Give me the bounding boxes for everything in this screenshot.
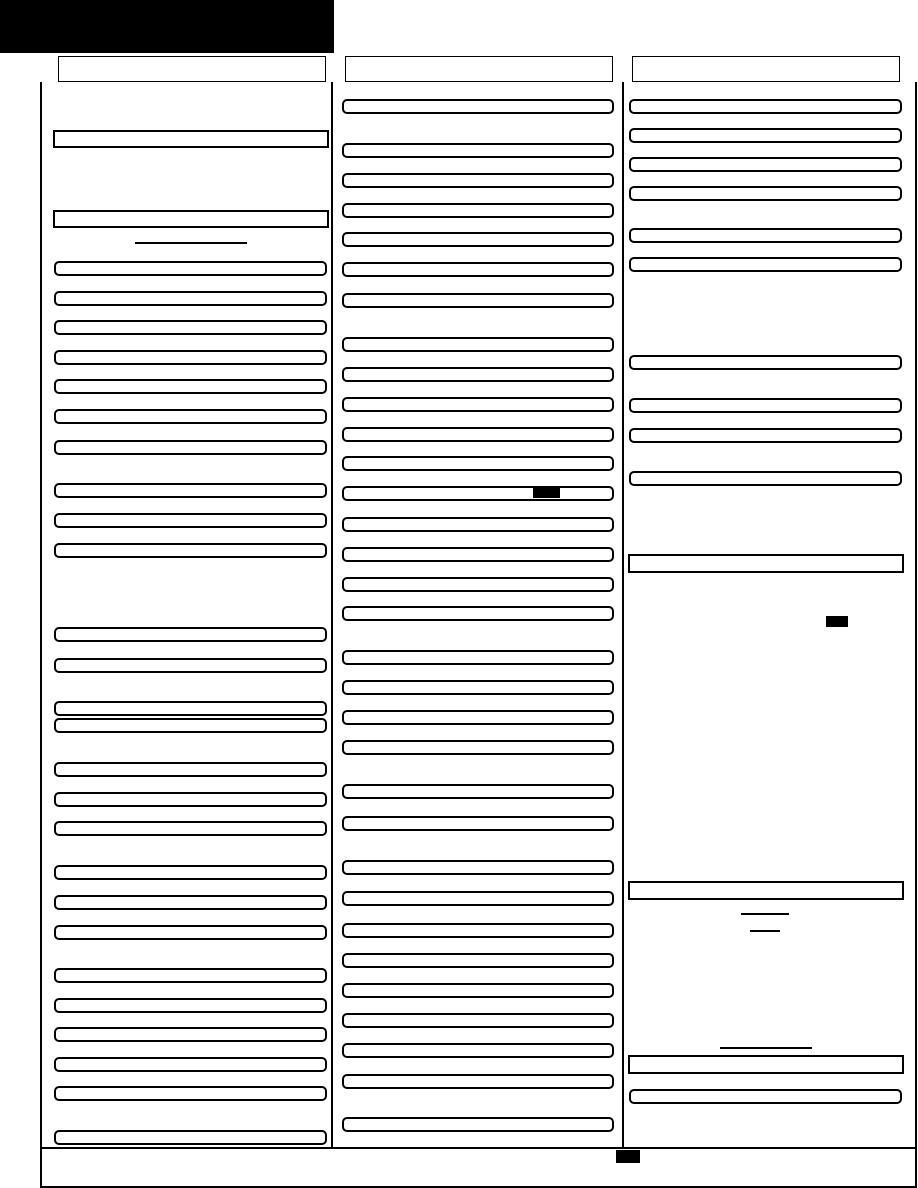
- form-field[interactable]: [342, 232, 614, 247]
- form-field[interactable]: [342, 891, 614, 906]
- section-bar: [53, 210, 329, 228]
- redaction-block: [616, 1150, 640, 1163]
- form-field[interactable]: [629, 1089, 902, 1104]
- form-field[interactable]: [54, 821, 327, 836]
- section-underline: [135, 242, 247, 244]
- form-field[interactable]: [342, 577, 614, 592]
- form-field[interactable]: [629, 355, 902, 370]
- form-field[interactable]: [342, 173, 614, 188]
- form-field[interactable]: [342, 710, 614, 725]
- form-field[interactable]: [629, 257, 902, 272]
- form-field[interactable]: [342, 203, 614, 218]
- form-field[interactable]: [342, 293, 614, 308]
- form-field[interactable]: [54, 320, 327, 335]
- form-field[interactable]: [54, 261, 327, 276]
- column-divider-2: [622, 82, 624, 1148]
- redaction-block: [533, 486, 560, 498]
- form-field[interactable]: [629, 471, 902, 486]
- section-underline: [750, 930, 780, 932]
- form-field[interactable]: [342, 1074, 614, 1089]
- form-field[interactable]: [54, 291, 327, 306]
- form-field[interactable]: [342, 606, 614, 621]
- form-field[interactable]: [54, 379, 327, 394]
- form-field[interactable]: [54, 1086, 327, 1101]
- form-field[interactable]: [54, 865, 327, 880]
- form-field[interactable]: [342, 547, 614, 562]
- column-divider-right: [915, 82, 917, 1148]
- form-field[interactable]: [342, 517, 614, 532]
- column-3-header: [632, 56, 900, 82]
- form-field[interactable]: [342, 784, 614, 799]
- form-field[interactable]: [342, 860, 614, 875]
- form-field[interactable]: [54, 718, 327, 733]
- form-field[interactable]: [54, 1027, 327, 1042]
- form-field[interactable]: [342, 680, 614, 695]
- form-field[interactable]: [54, 658, 327, 673]
- form-field[interactable]: [54, 792, 327, 807]
- column-divider-left: [40, 82, 42, 1148]
- section-bar: [628, 1055, 904, 1074]
- form-field[interactable]: [54, 895, 327, 910]
- form-field[interactable]: [342, 456, 614, 471]
- form-field[interactable]: [342, 953, 614, 968]
- form-field[interactable]: [54, 701, 327, 716]
- form-field[interactable]: [342, 816, 614, 831]
- section-underline: [720, 1047, 812, 1049]
- form-field[interactable]: [342, 427, 614, 442]
- form-field[interactable]: [342, 923, 614, 938]
- form-field[interactable]: [342, 397, 614, 412]
- form-field[interactable]: [54, 1130, 327, 1145]
- form-field[interactable]: [54, 1057, 327, 1072]
- form-field[interactable]: [342, 486, 614, 501]
- column-divider-1: [331, 82, 333, 1148]
- form-field[interactable]: [54, 350, 327, 365]
- form-field[interactable]: [342, 337, 614, 352]
- column-1-header: [58, 56, 326, 82]
- form-field[interactable]: [629, 128, 902, 143]
- form-field[interactable]: [629, 157, 902, 172]
- section-bar: [628, 881, 904, 900]
- form-field[interactable]: [629, 398, 902, 413]
- form-field[interactable]: [54, 440, 327, 455]
- form-field[interactable]: [342, 367, 614, 382]
- form-field[interactable]: [54, 409, 327, 424]
- form-field[interactable]: [54, 762, 327, 777]
- form-field[interactable]: [54, 968, 327, 983]
- footer-bar: [40, 1147, 917, 1188]
- form-field[interactable]: [54, 513, 327, 528]
- form-field[interactable]: [342, 1013, 614, 1028]
- form-field[interactable]: [342, 1117, 614, 1132]
- form-field[interactable]: [54, 925, 327, 940]
- form-field[interactable]: [342, 650, 614, 665]
- form-field[interactable]: [342, 983, 614, 998]
- section-underline: [741, 913, 789, 915]
- form-field[interactable]: [54, 483, 327, 498]
- section-bar: [628, 554, 904, 573]
- form-field[interactable]: [54, 627, 327, 642]
- form-field[interactable]: [54, 543, 327, 558]
- form-field[interactable]: [342, 143, 614, 158]
- section-bar: [53, 130, 329, 148]
- form-field[interactable]: [342, 740, 614, 755]
- form-field[interactable]: [629, 228, 902, 243]
- column-2-header: [345, 56, 613, 82]
- redaction-block: [826, 616, 848, 627]
- form-field[interactable]: [629, 186, 902, 201]
- form-field[interactable]: [629, 99, 902, 114]
- form-field[interactable]: [342, 262, 614, 277]
- form-field[interactable]: [342, 1043, 614, 1058]
- title-block: [0, 0, 334, 53]
- form-field[interactable]: [54, 998, 327, 1013]
- form-field[interactable]: [342, 99, 614, 114]
- form-field[interactable]: [629, 428, 902, 443]
